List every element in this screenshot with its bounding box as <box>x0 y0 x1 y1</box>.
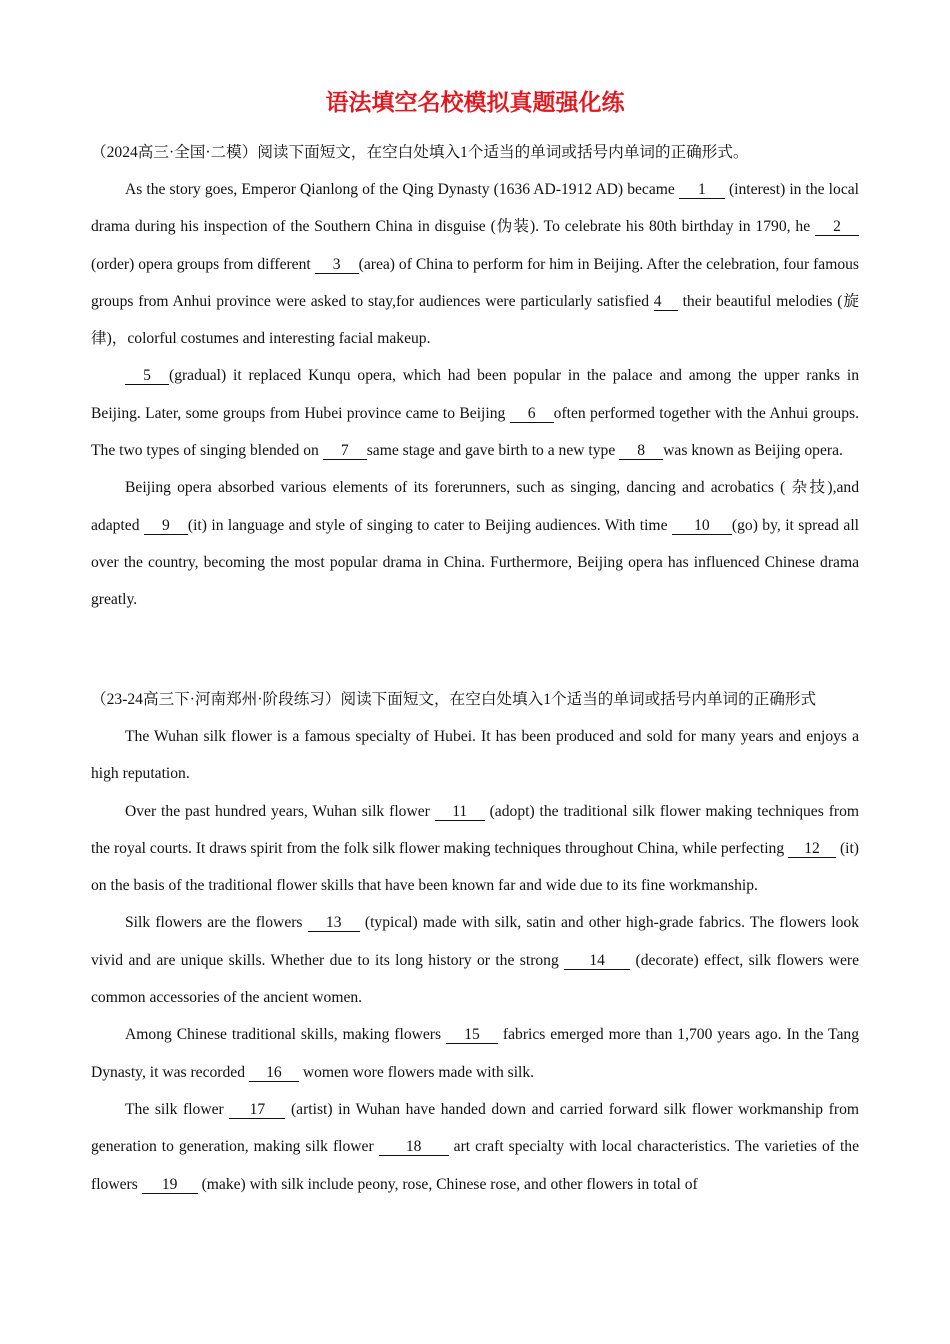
answer-blank[interactable]: 2 <box>815 219 859 236</box>
document-title: 语法填空名校模拟真题强化练 <box>325 90 625 116</box>
paragraph <box>91 793 859 905</box>
paragraph <box>91 171 859 357</box>
answer-blank[interactable]: 18 <box>379 1139 449 1156</box>
text-segment: (it) in language and style of singing to cater to Beijing audiences. With time <box>187 516 672 534</box>
text-segment: was known as Beijing opera. <box>663 442 843 460</box>
paragraph <box>91 357 859 469</box>
text-segment: (adopt) the traditional silk flower making techniques from the royal courts. It draws spirit from the folk silk flower making techniques throughout China, while perfecting <box>91 802 860 857</box>
answer-blank[interactable]: 10 <box>672 518 732 535</box>
text-segment: The silk flower <box>125 1100 230 1118</box>
text-segment: Over the past hundred years, Wuhan silk flower <box>125 802 435 820</box>
text-segment: (artist) in Wuhan have handed down and carried forward silk flower workmanship from generation to generation, making silk flower <box>91 1100 859 1156</box>
answer-blank[interactable]: 19 <box>142 1177 198 1194</box>
text-segment: often performed together with the Anhui groups. The two types of singing blended on <box>91 404 859 460</box>
section-1-instructions: （2024高三·全国·二模）阅读下面短文，在空白处填入1个适当的单词或括号内单词的正确形式。 <box>91 144 749 161</box>
text-segment: (go) by, it spread all over the country, becoming the most popular drama in China. Furthermore, Beijing opera has influenced Chinese drama greatly. <box>91 516 859 609</box>
text-segment: art craft specialty with local characteristics. The varieties of the flowers <box>91 1138 860 1193</box>
text-segment: (area) of China to perform for him in Beijing. After the celebration, four famous groups from Anhui province were asked to stay,for audiences were particularly satisfied <box>91 255 859 310</box>
answer-blank[interactable]: 5 <box>125 368 169 385</box>
answer-blank[interactable]: 6 <box>510 406 554 423</box>
answer-blank[interactable]: 14 <box>564 953 630 970</box>
text-segment: (order) opera groups from different <box>91 255 315 273</box>
answer-blank[interactable]: 13 <box>308 915 360 932</box>
answer-blank[interactable]: 15 <box>446 1027 498 1044</box>
text-segment: fabrics emerged more than 1,700 years ago. In the Tang Dynasty, it was recorded <box>91 1026 860 1081</box>
text-segment: (gradual) it replaced Kunqu opera, which had been popular in the palace and among the upper ranks in Beijing. Later, some groups from Hubei province came to Beijing <box>91 367 859 422</box>
answer-blank[interactable]: 1 <box>679 182 725 199</box>
answer-blank[interactable]: 9 <box>144 518 188 535</box>
answer-blank[interactable]: 4 <box>654 294 678 311</box>
paragraph <box>91 904 859 1016</box>
paragraph <box>91 718 859 793</box>
answer-blank[interactable]: 3 <box>315 257 359 274</box>
text-segment: (make) with silk include peony, rose, Chinese rose, and other flowers in total of <box>197 1175 698 1193</box>
answer-blank[interactable]: 16 <box>249 1065 299 1082</box>
text-segment: Among Chinese traditional skills, making flowers <box>125 1026 446 1044</box>
section-2-instructions: （23-24高三下·河南郑州·阶段练习）阅读下面短文，在空白处填入1个适当的单词或括号内单词的正确形式 <box>91 691 817 708</box>
paragraph <box>91 469 859 618</box>
paragraph <box>91 1091 859 1203</box>
section-2-passage <box>91 718 859 1203</box>
text-segment: As the story goes, Emperor Qianlong of the Qing Dynasty (1636 AD-1912 AD) became <box>125 181 679 198</box>
text-segment: (it) on the basis of the traditional flower skills that have been known far and wide due to its fine workmanship. <box>91 839 859 895</box>
answer-blank[interactable]: 17 <box>229 1102 285 1119</box>
text-segment: (decorate) effect, silk flowers were common accessories of the ancient women. <box>91 951 859 1007</box>
text-segment: same stage and gave birth to a new type <box>366 442 620 460</box>
answer-blank[interactable]: 7 <box>323 443 367 460</box>
text-segment: (typical) made with silk, satin and other high-grade fabrics. The flowers look vivid and are unique skills. Whether due to its long history or the strong <box>91 914 859 969</box>
section-1-passage <box>91 171 859 619</box>
text-segment: women wore flowers made with silk. <box>298 1063 535 1081</box>
text-segment: Silk flowers are the flowers <box>125 914 308 932</box>
answer-blank[interactable]: 11 <box>435 804 485 821</box>
text-segment: (interest) in the local drama during his inspection of the Southern China in disguise (伪装). To celebrate his 80th birthday in 1790, he <box>91 181 859 236</box>
paragraph <box>91 1016 859 1091</box>
section-1 <box>91 134 859 619</box>
answer-blank[interactable]: 12 <box>788 841 836 858</box>
text-segment: their beautiful melodies (旋律)，colorful costumes and interesting facial makeup. <box>91 292 859 348</box>
text-segment: Beijing opera absorbed various elements of its forerunners, such as singing, dancing and acrobatics ( 杂技),and adapted <box>91 479 859 534</box>
answer-blank[interactable]: 8 <box>619 443 663 460</box>
section-2 <box>91 681 859 1203</box>
text-segment: The Wuhan silk flower is a famous specialty of Hubei. It has been produced and sold for many years and enjoys a high reputation. <box>91 728 859 783</box>
